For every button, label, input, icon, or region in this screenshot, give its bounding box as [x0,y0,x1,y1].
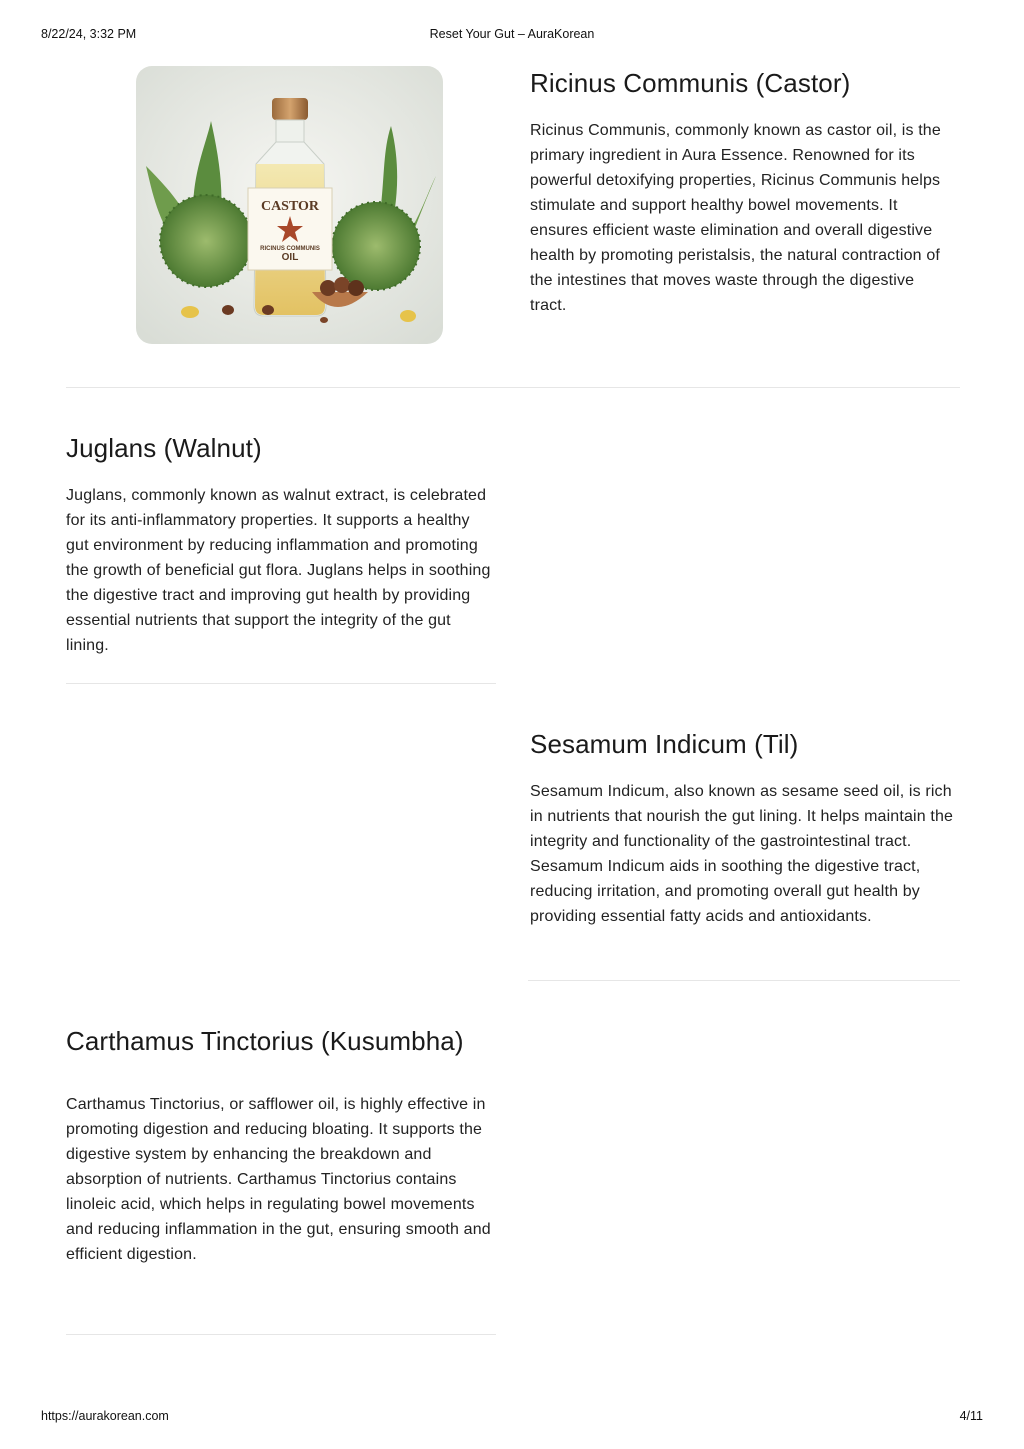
section-body-safflower: Carthamus Tinctorius, or safflower oil, is highly effective in promoting digestion and reducing bloating. It supports the digestive system by enhancing the breakdown and absorption of nutrients. Carthamus Tinctorius contains linoleic acid, which helps in regulating bowel movements and reducing inflammation in the gut, ensuring smooth and efficient digestion. [66,1096,491,1263]
divider [66,683,496,684]
castor-oil-illustration [136,66,443,344]
section-body-castor: Ricinus Communis, commonly known as castor oil, is the primary ingredient in Aura Essence. Renowned for its powerful detoxifying properties, Ricinus Communis helps stimulate and support healthy bowel movements. It ensures efficient waste elimination and overall digestive health by promoting peristalsis, the natural contraction of the intestines that moves waste through the digestive tract. [530,122,941,314]
section-title-walnut: Juglans (Walnut) [66,433,262,463]
divider [528,980,960,981]
section-title-castor: Ricinus Communis (Castor) [530,68,851,98]
divider [66,1334,496,1335]
print-url[interactable]: https://aurakorean.com [41,1409,169,1423]
bottle-label-ricinus: RICINUS COMMUNIS [260,246,320,252]
bottle-label-oil: OIL [281,252,299,263]
divider [66,387,960,388]
section-title-safflower: Carthamus Tinctorius (Kusumbha) [66,1026,464,1056]
section-body-walnut: Juglans, commonly known as walnut extract, is celebrated for its anti-inflammatory properties. It supports a healthy gut environment by reducing inflammation and promoting the growth of beneficial gut flora. Juglans helps in soothing the digestive tract and improving gut health by providing essential nutrients that support the integrity of the gut lining. [66,487,491,654]
print-page-number: 4/11 [959,1409,983,1423]
print-datetime: 8/22/24, 3:32 PM [41,27,137,41]
section-title-sesame: Sesamum Indicum (Til) [530,729,799,759]
section-body-sesame: Sesamum Indicum, also known as sesame seed oil, is rich in nutrients that nourish the gut lining. It helps maintain the integrity and functionality of the gastrointestinal tract. Sesamum Indicum aids in soothing the digestive tract, reducing irritation, and promoting overall gut health by providing essential fatty acids and antioxidants. [530,783,954,925]
castor-oil-product-image [136,66,443,344]
print-page-title: Reset Your Gut – AuraKorean [429,27,595,41]
bottle-label-castor: CASTOR [260,199,320,214]
